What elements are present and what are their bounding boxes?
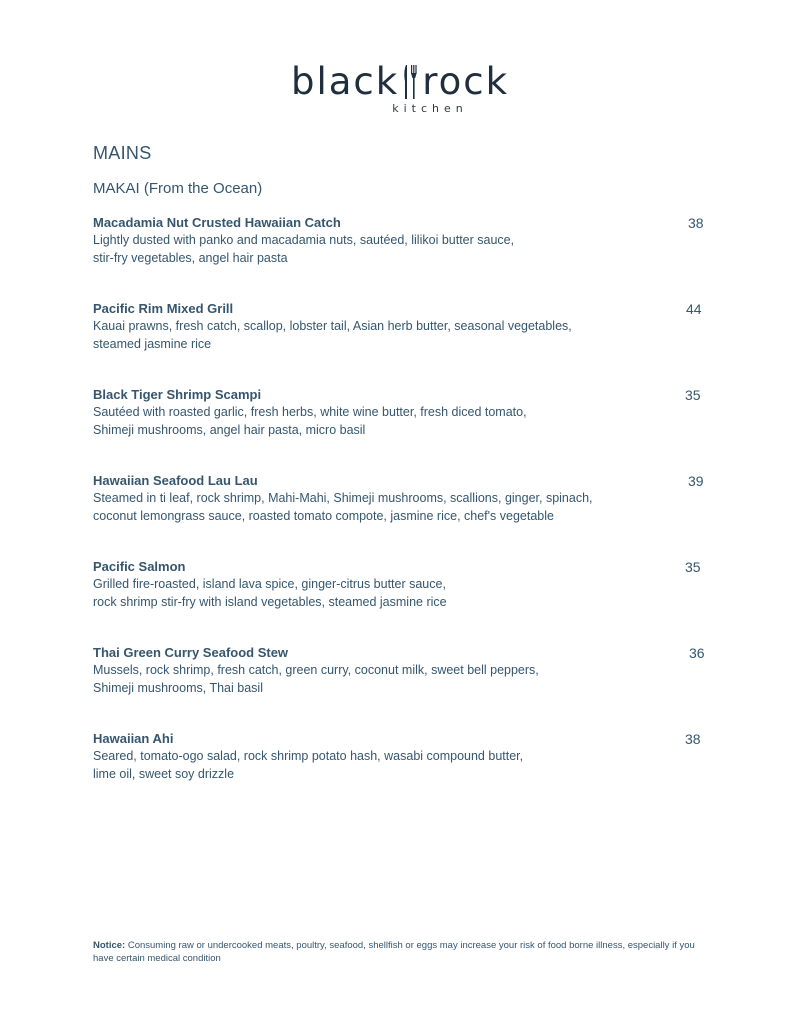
knife-fork-icon xyxy=(401,63,419,101)
menu-item xyxy=(93,386,713,439)
item-price: 35 xyxy=(685,559,701,575)
menu-item xyxy=(93,300,713,353)
menu-item xyxy=(93,644,713,697)
item-name: Thai Green Curry Seafood Stew xyxy=(93,645,289,660)
item-name: Pacific Rim Mixed Grill xyxy=(93,301,234,316)
food-safety-notice xyxy=(93,939,713,965)
item-price: 39 xyxy=(688,473,704,489)
item-price: 36 xyxy=(689,645,705,661)
logo-text-right: rock xyxy=(422,60,510,103)
item-description: Mussels, rock shrimp, fresh catch, green curry, coconut milk, sweet bell peppers, Shimeji mushrooms, Thai basil xyxy=(93,663,539,695)
item-description: Sautéed with roasted garlic, fresh herbs, white wine butter, fresh diced tomato, Shimeji mushrooms, angel hair pasta, micro basil xyxy=(93,405,527,437)
menu-item xyxy=(93,472,713,525)
notice-label: Notice: xyxy=(93,940,126,951)
item-description: Seared, tomato-ogo salad, rock shrimp potato hash, wasabi compound butter, lime oil, sweet soy drizzle xyxy=(93,749,524,781)
item-name: Macadamia Nut Crusted Hawaiian Catch xyxy=(93,215,341,230)
logo-text-left: black xyxy=(290,60,400,103)
menu-item xyxy=(93,730,713,783)
logo-subtitle: kitchen xyxy=(392,102,468,115)
menu-item xyxy=(93,214,713,267)
item-description: Lightly dusted with panko and macadamia nuts, sautéed, lilikoi butter sauce, stir-fry vegetables, angel hair pasta xyxy=(93,233,515,265)
item-description: Grilled fire-roasted, island lava spice, ginger-citrus butter sauce, rock shrimp stir-fry with island vegetables, steamed jasmine rice xyxy=(93,577,447,609)
brand-logo xyxy=(0,62,800,115)
item-price: 38 xyxy=(685,731,701,747)
item-description: Kauai prawns, fresh catch, scallop, lobster tail, Asian herb butter, seasonal vegetables, steamed jasmine rice xyxy=(93,319,572,351)
section-title: MAINS xyxy=(93,143,152,163)
item-price: 35 xyxy=(685,387,701,403)
notice-text: Consuming raw or undercooked meats, poultry, seafood, shellfish or eggs may increase your risk of food borne illness, especially if you have certain medical condition xyxy=(93,940,695,964)
item-name: Black Tiger Shrimp Scampi xyxy=(93,387,262,402)
item-price: 44 xyxy=(686,301,702,317)
item-name: Pacific Salmon xyxy=(93,559,186,574)
item-name: Hawaiian Seafood Lau Lau xyxy=(93,473,258,488)
item-name: Hawaiian Ahi xyxy=(93,731,174,746)
item-description: Steamed in ti leaf, rock shrimp, Mahi-Mahi, Shimeji mushrooms, scallions, ginger, spinach, coconut lemongrass sauce, roasted tomato compote, jasmine rice, chef's vegetable xyxy=(93,491,593,523)
menu-item xyxy=(93,558,713,611)
subsection-title: MAKAI (From the Ocean) xyxy=(93,180,263,197)
logo-wordmark xyxy=(291,62,509,102)
item-price: 38 xyxy=(688,215,704,231)
